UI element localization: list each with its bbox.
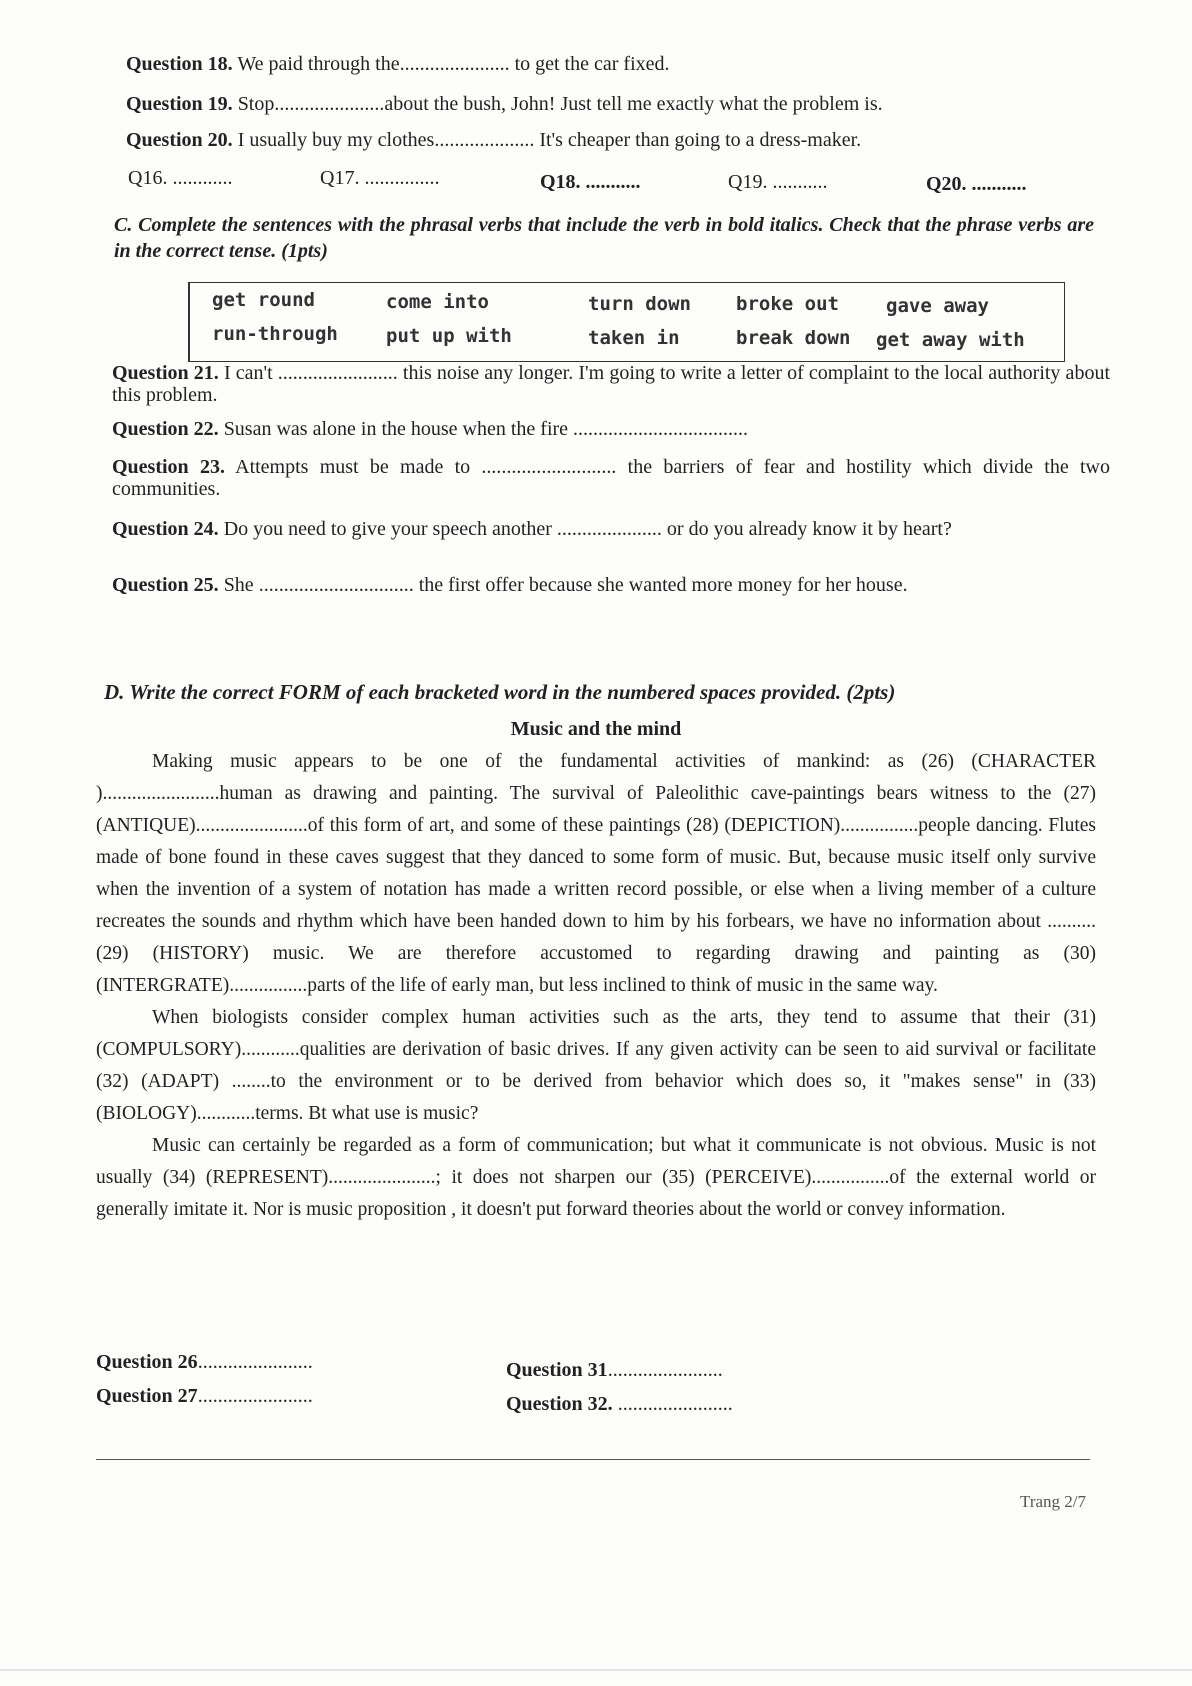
answer-dots: ....................... [607,1359,723,1381]
question-label: Question 18. [126,53,233,75]
question-24 [112,518,1110,540]
box-item: turn down [588,293,691,315]
phrasal-verb-box [188,282,1065,362]
question-text: Attempts must be made to ........................... the barriers of fear and hostility which divide the two communities. [112,456,1110,500]
question-text: I usually buy my clothes.................... It's cheaper than going to a dress-maker. [237,129,862,151]
passage-paragraph-2: When biologists consider complex human activities such as the arts, they tend to assume that their (31) (COMPULSORY)............qualities are derivation of basic drives. If any given activity can be seen to aid survival or facilitate (32) (ADAPT) ........to the environment or to be derived from behavior which does so, it "makes sense" in (33) (BIOLOGY)............terms. Bt what use is music? [96,1007,1096,1124]
box-item: get away with [876,329,1025,351]
box-item: put up with [386,325,512,347]
question-25 [112,574,1110,596]
box-item: gave away [886,295,989,317]
footer-divider [96,1459,1090,1460]
answer-31 [506,1358,723,1382]
question-text: Stop......................about the bush, John! Just tell me exactly what the problem is. [237,93,883,115]
question-20 [126,128,861,152]
answer-27 [96,1384,313,1408]
question-text: She ............................... the first offer because she wanted more money for her house. [223,574,908,596]
question-18 [126,52,670,76]
passage-title: Music and the mind [510,718,682,740]
passage-paragraph-1: Making music appears to be one of the fundamental activities of mankind: as (26) (CHARACTER )........................human as drawing and painting. The survival of Paleolithic cave-paintings bears witness to the (27) (ANTIQUE).......................of this form of art, and some of these paintings (28) (DEPICTION)................people dancing. Flutes made of bone found in these caves suggest that they danced to some form of music. But, because music itself only survive when the invention of a system of notation has made a written record possible, or else when a living member of a culture recreates the sounds and rhythm which have been handed down to him by his forbears, we have no information about ..........(29) (HISTORY) music. We are therefore accustomed to regarding drawing and painting as (30) (INTERGRATE)................parts of the life of early man, but less inclined to think of music in the same way. [96,751,1096,996]
question-23 [112,456,1110,500]
question-text: We paid through the...................... to get the car fixed. [237,53,670,75]
question-label: Question 25. [112,574,219,596]
passage-paragraph-3: Music can certainly be regarded as a form of communication; but what it communicate is not obvious. Music is not usually (34) (REPRESENT)......................; it does not sharpen our (35) (PERCEIVE)................of the external world or generally imitate it. Nor is music proposition , it doesn't put forward theories about the world or convey information. [96,1135,1096,1220]
question-label: Question 23. [112,456,225,478]
section-d-heading: D. Write the correct FORM of each bracketed word in the numbered spaces provided. (2pts) [104,680,896,704]
question-text: Do you need to give your speech another ..................... or do you already know it by heart? [223,518,952,540]
question-label: Question 22. [112,418,219,440]
page-number: Trang 2/7 [1020,1492,1086,1511]
answer-32 [506,1392,733,1416]
answer-26 [96,1350,313,1374]
answer-label: Question 32. [506,1393,613,1415]
question-label: Question 21. [112,362,219,384]
box-item: taken in [588,327,680,349]
box-item: broke out [736,293,839,315]
question-21 [112,362,1110,406]
box-item: break down [736,327,851,349]
answer-q19: Q19. ........... [728,171,828,193]
section-c-heading: C. Complete the sentences with the phrasal verbs that include the verb in bold italics. Check that the phrase verbs are in the correct tense. (1pts) [114,214,1094,262]
question-label: Question 24. [112,518,219,540]
scan-edge-divider [0,1669,1192,1671]
question-label: Question 20. [126,129,233,151]
question-19 [126,92,883,116]
passage [96,746,1096,1226]
question-text: Susan was alone in the house when the fire ................................... [223,418,749,440]
answer-q16: Q16. ............ [128,167,233,189]
box-item: get round [212,289,315,311]
answer-q17: Q17. ............... [320,167,440,189]
answer-label: Question 26 [96,1351,198,1373]
answer-dots: ....................... [197,1385,313,1407]
question-22 [112,418,1110,440]
answer-label: Question 27 [96,1385,198,1407]
answer-label: Question 31 [506,1359,608,1381]
box-item: run-through [212,323,338,345]
answer-dots: ....................... [617,1393,733,1415]
answer-q20: Q20. ........... [926,173,1027,195]
answer-dots: ....................... [197,1351,313,1373]
answer-q18: Q18. ........... [540,171,641,193]
box-item: come into [386,291,489,313]
question-text: I can't ........................ this noise any longer. I'm going to write a letter of complaint to the local authority about this problem. [112,362,1110,406]
question-label: Question 19. [126,93,233,115]
